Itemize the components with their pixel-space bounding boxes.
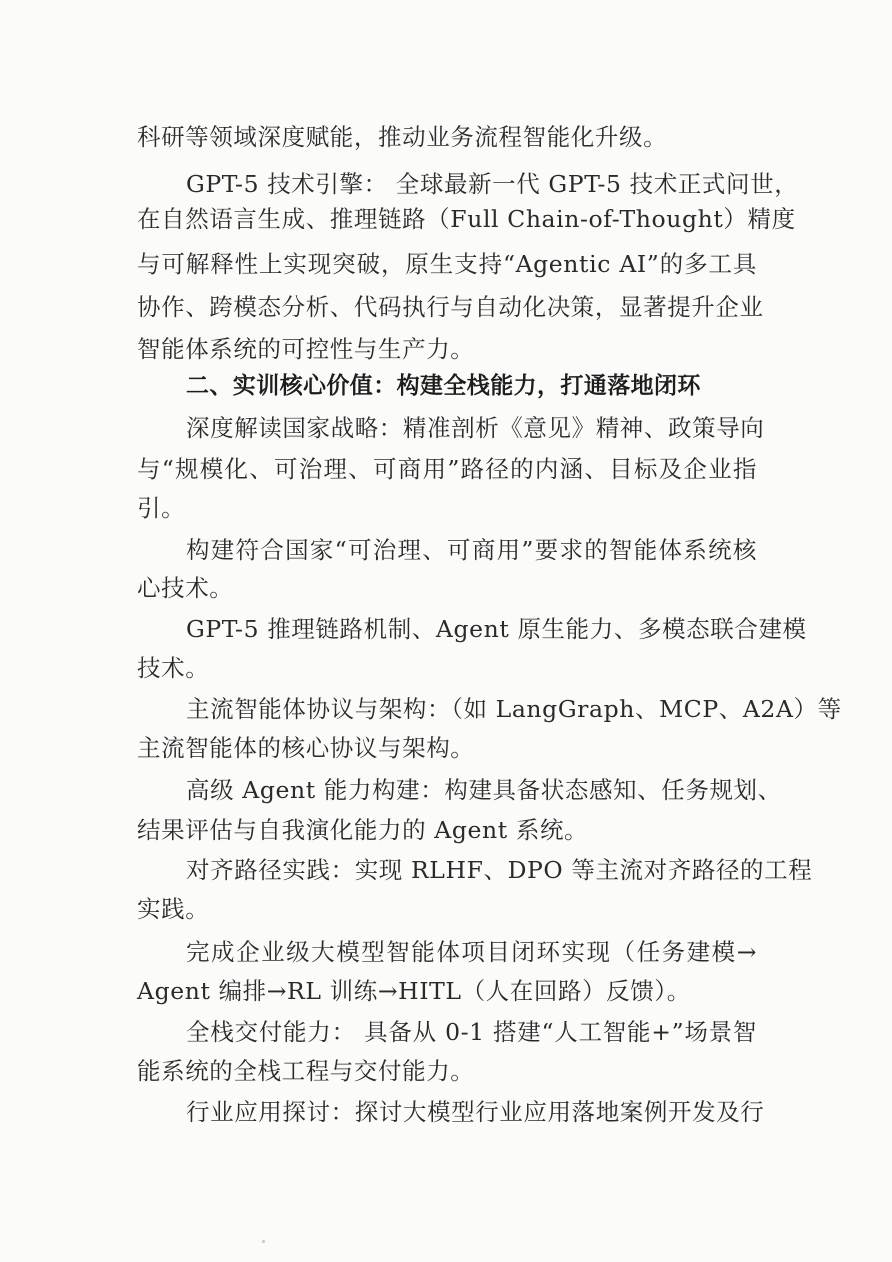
paragraph-line: 对齐路径实践：实现 RLHF、DPO 等主流对齐路径的工程 bbox=[186, 856, 813, 884]
paragraph-line: GPT-5 推理链路机制、Agent 原生能力、多模态联合建模 bbox=[186, 615, 807, 643]
paragraph-line: GPT-5 技术引擎： 全球最新一代 GPT-5 技术正式问世， bbox=[186, 170, 799, 198]
paragraph-line: 能系统的全栈工程与交付能力。 bbox=[137, 1057, 475, 1085]
paragraph-line: 智能体系统的可控性与生产力。 bbox=[137, 335, 475, 363]
paragraph-line: 实践。 bbox=[137, 895, 210, 923]
section-heading: 二、实训核心价值：构建全栈能力，打通落地闭环 bbox=[186, 373, 701, 399]
paragraph-line: 科研等领域深度赋能，推动业务流程智能化升级。 bbox=[137, 123, 668, 151]
scan-speck bbox=[262, 1240, 265, 1243]
paragraph-line: 全栈交付能力： 具备从 0-1 搭建“人工智能+”场景智 bbox=[186, 1018, 757, 1046]
paragraph-line: 高级 Agent 能力构建：构建具备状态感知、任务规划、 bbox=[186, 776, 782, 804]
paragraph-line: 协作、跨模态分析、代码执行与自动化决策，显著提升企业 bbox=[137, 293, 764, 321]
paragraph-line: 行业应用探讨：探讨大模型行业应用落地案例开发及行 bbox=[186, 1098, 765, 1126]
paragraph-line: 构建符合国家“可治理、可商用”要求的智能体系统核 bbox=[186, 536, 757, 564]
paragraph-line: 与“规模化、可治理、可商用”路径的内涵、目标及企业指 bbox=[137, 455, 757, 483]
paragraph-line: 完成企业级大模型智能体项目闭环实现（任务建模→ bbox=[186, 938, 757, 966]
paragraph-line: 在自然语言生成、推理链路（Full Chain-of-Thought）精度 bbox=[137, 205, 796, 233]
paragraph-line: 主流智能体协议与架构：（如 LangGraph、MCP、A2A）等 bbox=[186, 695, 842, 723]
paragraph-line: 心技术。 bbox=[137, 574, 234, 602]
paragraph-line: 与可解释性上实现突破，原生支持“Agentic AI”的多工具 bbox=[137, 250, 757, 278]
paragraph-line: 结果评估与自我演化能力的 Agent 系统。 bbox=[137, 816, 589, 844]
paragraph-line: 技术。 bbox=[137, 654, 210, 682]
paragraph-line: 主流智能体的核心协议与架构。 bbox=[137, 734, 475, 762]
paragraph-line: Agent 编排→RL 训练→HITL（人在回路）反馈）。 bbox=[137, 977, 691, 1005]
paragraph-line: 深度解读国家战略：精准剖析《意见》精神、政策导向 bbox=[186, 414, 765, 442]
paragraph-line: 引。 bbox=[137, 494, 186, 522]
